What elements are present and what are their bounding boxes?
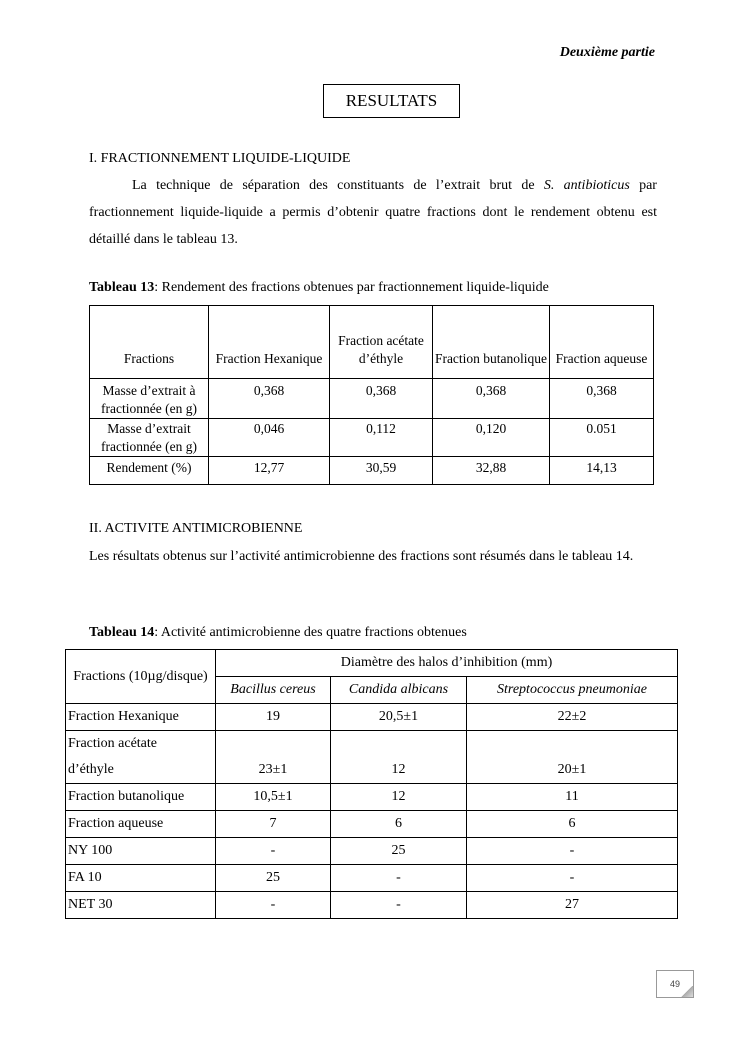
table-14-caption-text: : Activité antimicrobienne des quatre fractions obtenues xyxy=(154,625,467,640)
row-label-line: d’éthyle xyxy=(68,762,114,777)
header-cell: Fraction Hexanique xyxy=(209,306,330,379)
table-cell: 20±1 xyxy=(467,731,678,784)
organism-header: Candida albicans xyxy=(331,677,467,704)
table-cell: - xyxy=(216,838,331,865)
table-cell: 11 xyxy=(467,784,678,811)
table-cell: 19 xyxy=(216,704,331,731)
section-2-heading: II. ACTIVITE ANTIMICROBIENNE xyxy=(89,521,303,536)
table-cell: 6 xyxy=(467,811,678,838)
table-cell: 7 xyxy=(216,811,331,838)
header-cell: Fractions (10µg/disque) xyxy=(66,650,216,704)
table-cell: 12,77 xyxy=(209,457,330,485)
table-cell: 30,59 xyxy=(330,457,433,485)
table-13 xyxy=(89,305,654,485)
table-row xyxy=(66,892,678,919)
table-cell: 14,13 xyxy=(550,457,654,485)
table-cell: 20,5±1 xyxy=(331,704,467,731)
table-14 xyxy=(65,649,678,919)
header-cell: Fraction aqueuse xyxy=(550,306,654,379)
species-name: S. antibioticus xyxy=(543,178,630,193)
paragraph-text-after: par fractionnement liquide-liquide a permis d’obtenir quatre fractions dont le rendement obtenu est détaillé dans le tableau 13. xyxy=(89,178,657,247)
row-label: FA 10 xyxy=(66,865,216,892)
header-group-cell: Diamètre des halos d’inhibition (mm) xyxy=(216,650,678,677)
table-cell: 10,5±1 xyxy=(216,784,331,811)
table-header-row xyxy=(90,306,654,379)
table-cell: 12 xyxy=(331,731,467,784)
table-14-caption xyxy=(89,625,467,641)
row-label: Rendement (%) xyxy=(90,457,209,485)
table-cell: 6 xyxy=(331,811,467,838)
paragraph-text-before: La technique de séparation des constituants de l’extrait brut de xyxy=(132,178,535,193)
table-14-caption-label: Tableau 14 xyxy=(89,625,155,640)
page-number: 49 xyxy=(656,970,694,998)
table-13-caption-text: : Rendement des fractions obtenues par fractionnement liquide-liquide xyxy=(154,280,549,295)
table-cell: 0,112 xyxy=(330,419,433,457)
table-row xyxy=(66,731,678,784)
table-13-caption xyxy=(89,280,549,296)
organism-header: Streptococcus pneumoniae xyxy=(467,677,678,704)
table-row xyxy=(90,419,654,457)
row-label: Fraction aqueuse xyxy=(66,811,216,838)
table-row xyxy=(90,379,654,419)
header-cell: Fraction acétate d’éthyle xyxy=(330,306,433,379)
table-row xyxy=(66,704,678,731)
table-cell: - xyxy=(467,865,678,892)
table-cell: 0.051 xyxy=(550,419,654,457)
table-cell: 25 xyxy=(331,838,467,865)
row-label: NET 30 xyxy=(66,892,216,919)
table-cell: 0,046 xyxy=(209,419,330,457)
table-cell: 0,368 xyxy=(550,379,654,419)
table-row xyxy=(66,865,678,892)
table-cell: 27 xyxy=(467,892,678,919)
header-cell: Fractions xyxy=(90,306,209,379)
table-cell: 23±1 xyxy=(216,731,331,784)
table-cell: 25 xyxy=(216,865,331,892)
table-row xyxy=(66,811,678,838)
table-header-row xyxy=(66,650,678,677)
table-cell: 12 xyxy=(331,784,467,811)
table-cell: - xyxy=(467,838,678,865)
row-label xyxy=(66,731,216,784)
table-row xyxy=(66,838,678,865)
row-label: Masse d’extrait fractionnée (en g) xyxy=(90,419,209,457)
section-1-paragraph xyxy=(89,172,657,253)
row-label: Masse d’extrait à fractionnée (en g) xyxy=(90,379,209,419)
table-13-caption-label: Tableau 13 xyxy=(89,280,155,295)
page-header: Deuxième partie xyxy=(559,45,655,60)
row-label: NY 100 xyxy=(66,838,216,865)
organism-header: Bacillus cereus xyxy=(216,677,331,704)
table-cell: 0,368 xyxy=(433,379,550,419)
table-row xyxy=(90,457,654,485)
section-2-paragraph: Les résultats obtenus sur l’activité antimicrobienne des fractions sont résumés dans le tableau 14. xyxy=(89,549,634,564)
table-cell: 22±2 xyxy=(467,704,678,731)
section-1-heading: I. FRACTIONNEMENT LIQUIDE-LIQUIDE xyxy=(89,151,351,166)
table-cell: 32,88 xyxy=(433,457,550,485)
table-cell: - xyxy=(216,892,331,919)
page-title: RESULTATS xyxy=(323,84,460,118)
table-cell: 0,120 xyxy=(433,419,550,457)
row-label-line: Fraction acétate xyxy=(68,736,158,751)
table-cell: - xyxy=(331,892,467,919)
table-cell: 0,368 xyxy=(330,379,433,419)
table-cell: - xyxy=(331,865,467,892)
header-cell: Fraction butanolique xyxy=(433,306,550,379)
page-corner-fold-icon xyxy=(681,986,693,997)
table-row xyxy=(66,784,678,811)
row-label: Fraction Hexanique xyxy=(66,704,216,731)
row-label: Fraction butanolique xyxy=(66,784,216,811)
table-cell: 0,368 xyxy=(209,379,330,419)
